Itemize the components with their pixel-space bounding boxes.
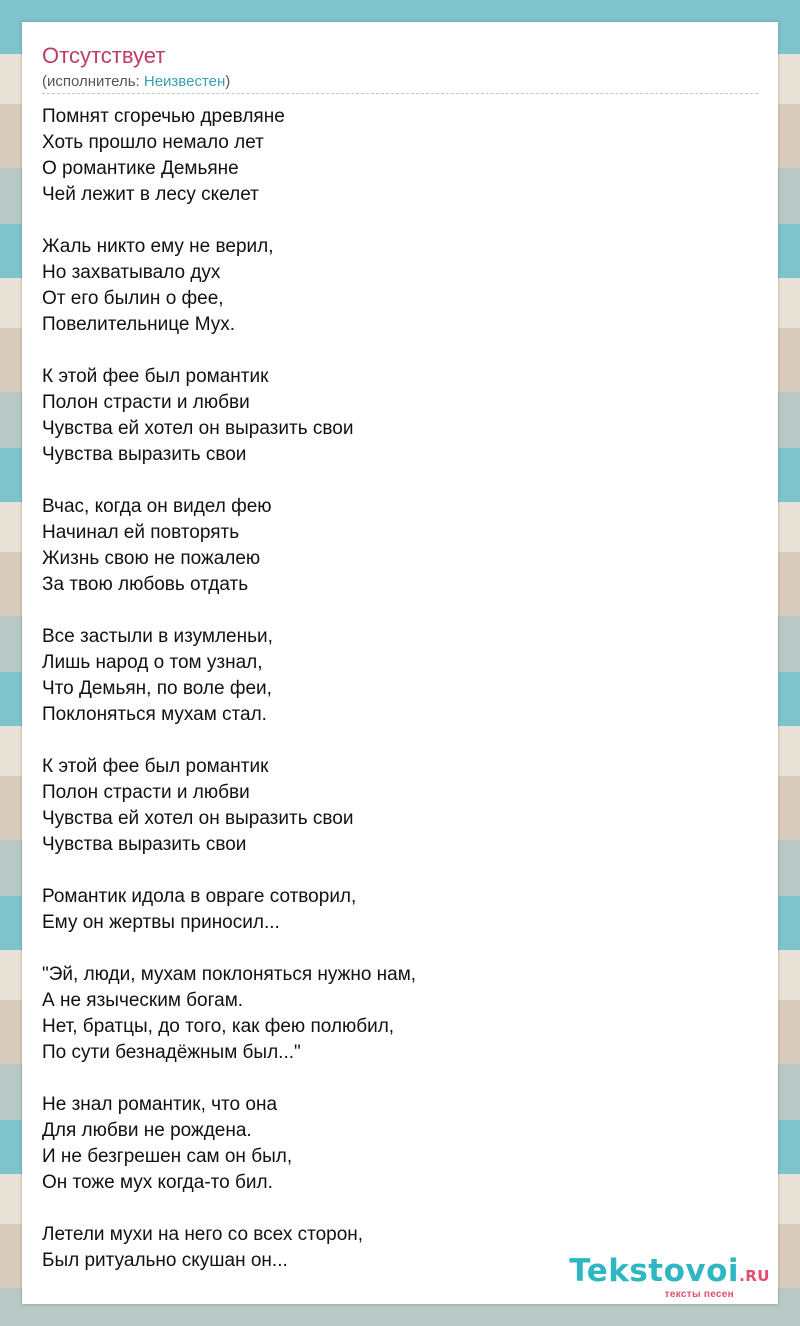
lyric-line: К этой фее был романтик [42,366,269,387]
lyric-line: А не языческим богам. [42,990,244,1011]
lyrics-card [22,22,778,1304]
logo-tld: .RU [739,1267,770,1285]
lyric-line: Жаль никто ему не верил, [42,236,274,257]
stanza-break [42,598,416,624]
lyric-line: Чувства выразить свои [42,444,247,465]
lyric-line: Поклоняться мухам стал. [42,704,267,725]
lyric-line: "Эй, люди, мухам поклоняться нужно нам, [42,964,417,985]
lyric-line: Начинал ей повторять [42,522,240,543]
logo-word: Tekstovoi [569,1253,740,1289]
lyric-line: Хоть прошло немало лет [42,132,264,153]
logo-tagline: тексты песен [664,1289,734,1300]
lyric-line: Летели мухи на него со всех сторон, [42,1224,364,1245]
stanza-break [42,1196,416,1222]
lyric-line: Для любви не рождена. [42,1120,252,1141]
lyric-line: И не безгрешен сам он был, [42,1146,293,1167]
performer-link[interactable]: Неизвестен [143,73,226,90]
lyric-line: Но захватывало дух [42,262,221,283]
stanza-break [42,468,416,494]
lyric-line: Был ритуально скушан он... [42,1250,288,1271]
lyric-line: Вчас, когда он видел фею [42,496,272,517]
title-divider [42,93,758,94]
lyric-line: Чувства ей хотел он выразить свои [42,418,354,439]
lyric-line: Повелительнице Мух. [42,314,236,335]
lyric-line: Все застыли в изумленьи, [42,626,273,647]
lyric-line: Полон страсти и любви [42,392,250,413]
lyric-line: Не знал романтик, что она [42,1094,278,1115]
site-logo[interactable] [569,1254,770,1300]
stanza-break [42,858,416,884]
lyric-line: Лишь народ о том узнал, [42,652,263,673]
stanza-break [42,936,416,962]
song-title: Отсутствует [42,43,166,68]
performer-suffix: ) [225,73,231,90]
lyric-line: Он тоже мух когда-то бил. [42,1172,273,1193]
lyrics-text [42,104,416,1274]
lyric-line: Чувства выразить свои [42,834,247,855]
lyric-line: За твою любовь отдать [42,574,249,595]
lyric-line: Что Демьян, по воле феи, [42,678,272,699]
lyric-line: Романтик идола в овраге сотворил, [42,886,357,907]
lyric-line: От его былин о фее, [42,288,224,309]
performer-prefix: (исполнитель: [42,73,144,90]
lyric-line: По сути безнадёжным был..." [42,1042,301,1063]
lyric-line: Нет, братцы, до того, как фею полюбил, [42,1016,395,1037]
lyric-line: Ему он жертвы приносил... [42,912,280,933]
stanza-break [42,1066,416,1092]
stanza-break [42,728,416,754]
stanza-break [42,338,416,364]
lyric-line: Чей лежит в лесу скелет [42,184,259,205]
lyric-line: Полон страсти и любви [42,782,250,803]
performer-line [42,72,230,92]
lyric-line: О романтике Демьяне [42,158,239,179]
lyric-line: К этой фее был романтик [42,756,269,777]
stanza-break [42,208,416,234]
lyric-line: Чувства ей хотел он выразить свои [42,808,354,829]
lyric-line: Жизнь свою не пожалею [42,548,261,569]
lyric-line: Помнят сгоречью древляне [42,106,285,127]
